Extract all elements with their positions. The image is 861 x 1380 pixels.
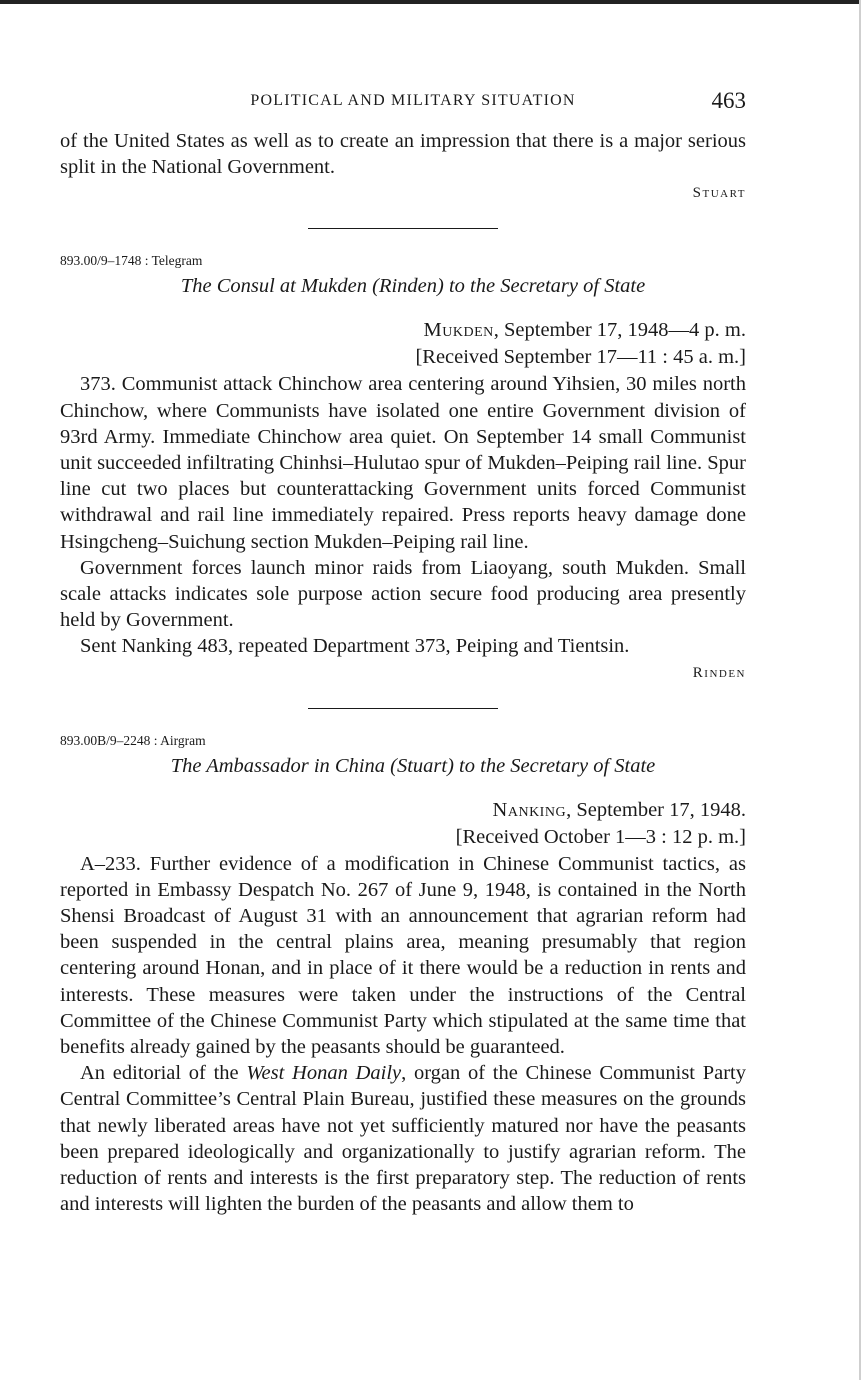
file-reference: 893.00B/9–2248 : Airgram	[60, 732, 206, 748]
page-number: 463	[711, 88, 746, 113]
continuation-text: of the United States as well as to create an impression that there is a major serious split in the National Government.	[60, 130, 746, 179]
paragraph	[60, 1060, 746, 1217]
dateline-date: , September 17, 1948—4 p. m.	[493, 319, 746, 342]
signature-stuart: Stuart	[692, 185, 746, 202]
dateline	[60, 317, 746, 344]
running-title: POLITICAL AND MILITARY SITUATION	[250, 92, 576, 109]
paragraph-text: , organ of the Chinese Communist Party Central Committee’s Central Plain Bureau, justified these measures on the grounds that newly liberated areas have not yet sufficiently matured nor have the peasants been prepared ideologically and organizationally to justify agrarian reform. The reduction of rents and interests is the first preparatory step. The reduction of rents and interests will lighten the burden of the peasants and allow them to	[60, 1062, 746, 1216]
dateline-place: Nanking	[492, 798, 567, 821]
dateline	[60, 797, 746, 824]
file-reference: 893.00/9–1748 : Telegram	[60, 253, 203, 269]
paragraph-text: An editorial of the	[80, 1062, 247, 1085]
dateline-date: , September 17, 1948.	[566, 798, 746, 821]
paragraph: Government forces launch minor raids from Liaoyang, south Mukden. Small scale attacks indicates sole purpose action secure food producing area presently held by Government.	[60, 556, 746, 632]
received-line: [Received October 1—3 : 12 p. m.]	[455, 825, 746, 848]
running-head	[60, 84, 746, 118]
dateline-place: Mukden	[423, 319, 494, 342]
document-heading: The Consul at Mukden (Rinden) to the Secretary of State	[180, 275, 646, 298]
paragraph: 373. Communist attack Chinchow area centering around Yihsien, 30 miles north Chinchow, where Communists have isolated one entire Government division of 93rd Army. Immediate Chinchow area quiet. On September 14 small Communist unit succeeded infiltrating Chinhsi–Hulutao spur of Mukden–Peiping rail line. Spur line cut two places but counterattacking Government units forced Communist withdrawal and rail line immediately repaired. Press reports heavy damage done Hsingcheng–Suichung section Mukden–Peiping rail line.	[60, 373, 746, 553]
paragraph: A–233. Further evidence of a modification in Chinese Communist tactics, as reported in Embassy Despatch No. 267 of June 9, 1948, is contained in the North Shensi Broadcast of August 31 with an announcement that agrarian reform had been suspended in the central plains area, meaning presumably that region centering around Honan, and in place of it there would be a reduction in rents and interests. These measures were taken under the instructions of the Central Committee of the Chinese Communist Party which stipulated at the same time that benefits already gained by the peasants should be guaranteed.	[60, 852, 746, 1059]
signature-rinden: Rinden	[692, 664, 746, 681]
page	[60, 84, 746, 1217]
document-nanking	[60, 731, 746, 1218]
document-heading: The Ambassador in China (Stuart) to the Secretary of State	[170, 754, 656, 777]
newspaper-title: West Honan Daily	[246, 1062, 402, 1085]
document-mukden	[60, 251, 746, 685]
top-rule	[0, 0, 861, 4]
paragraph: Sent Nanking 483, repeated Department 373, Peiping and Tientsin.	[80, 635, 630, 658]
received-line: [Received September 17—11 : 45 a. m.]	[415, 346, 746, 369]
